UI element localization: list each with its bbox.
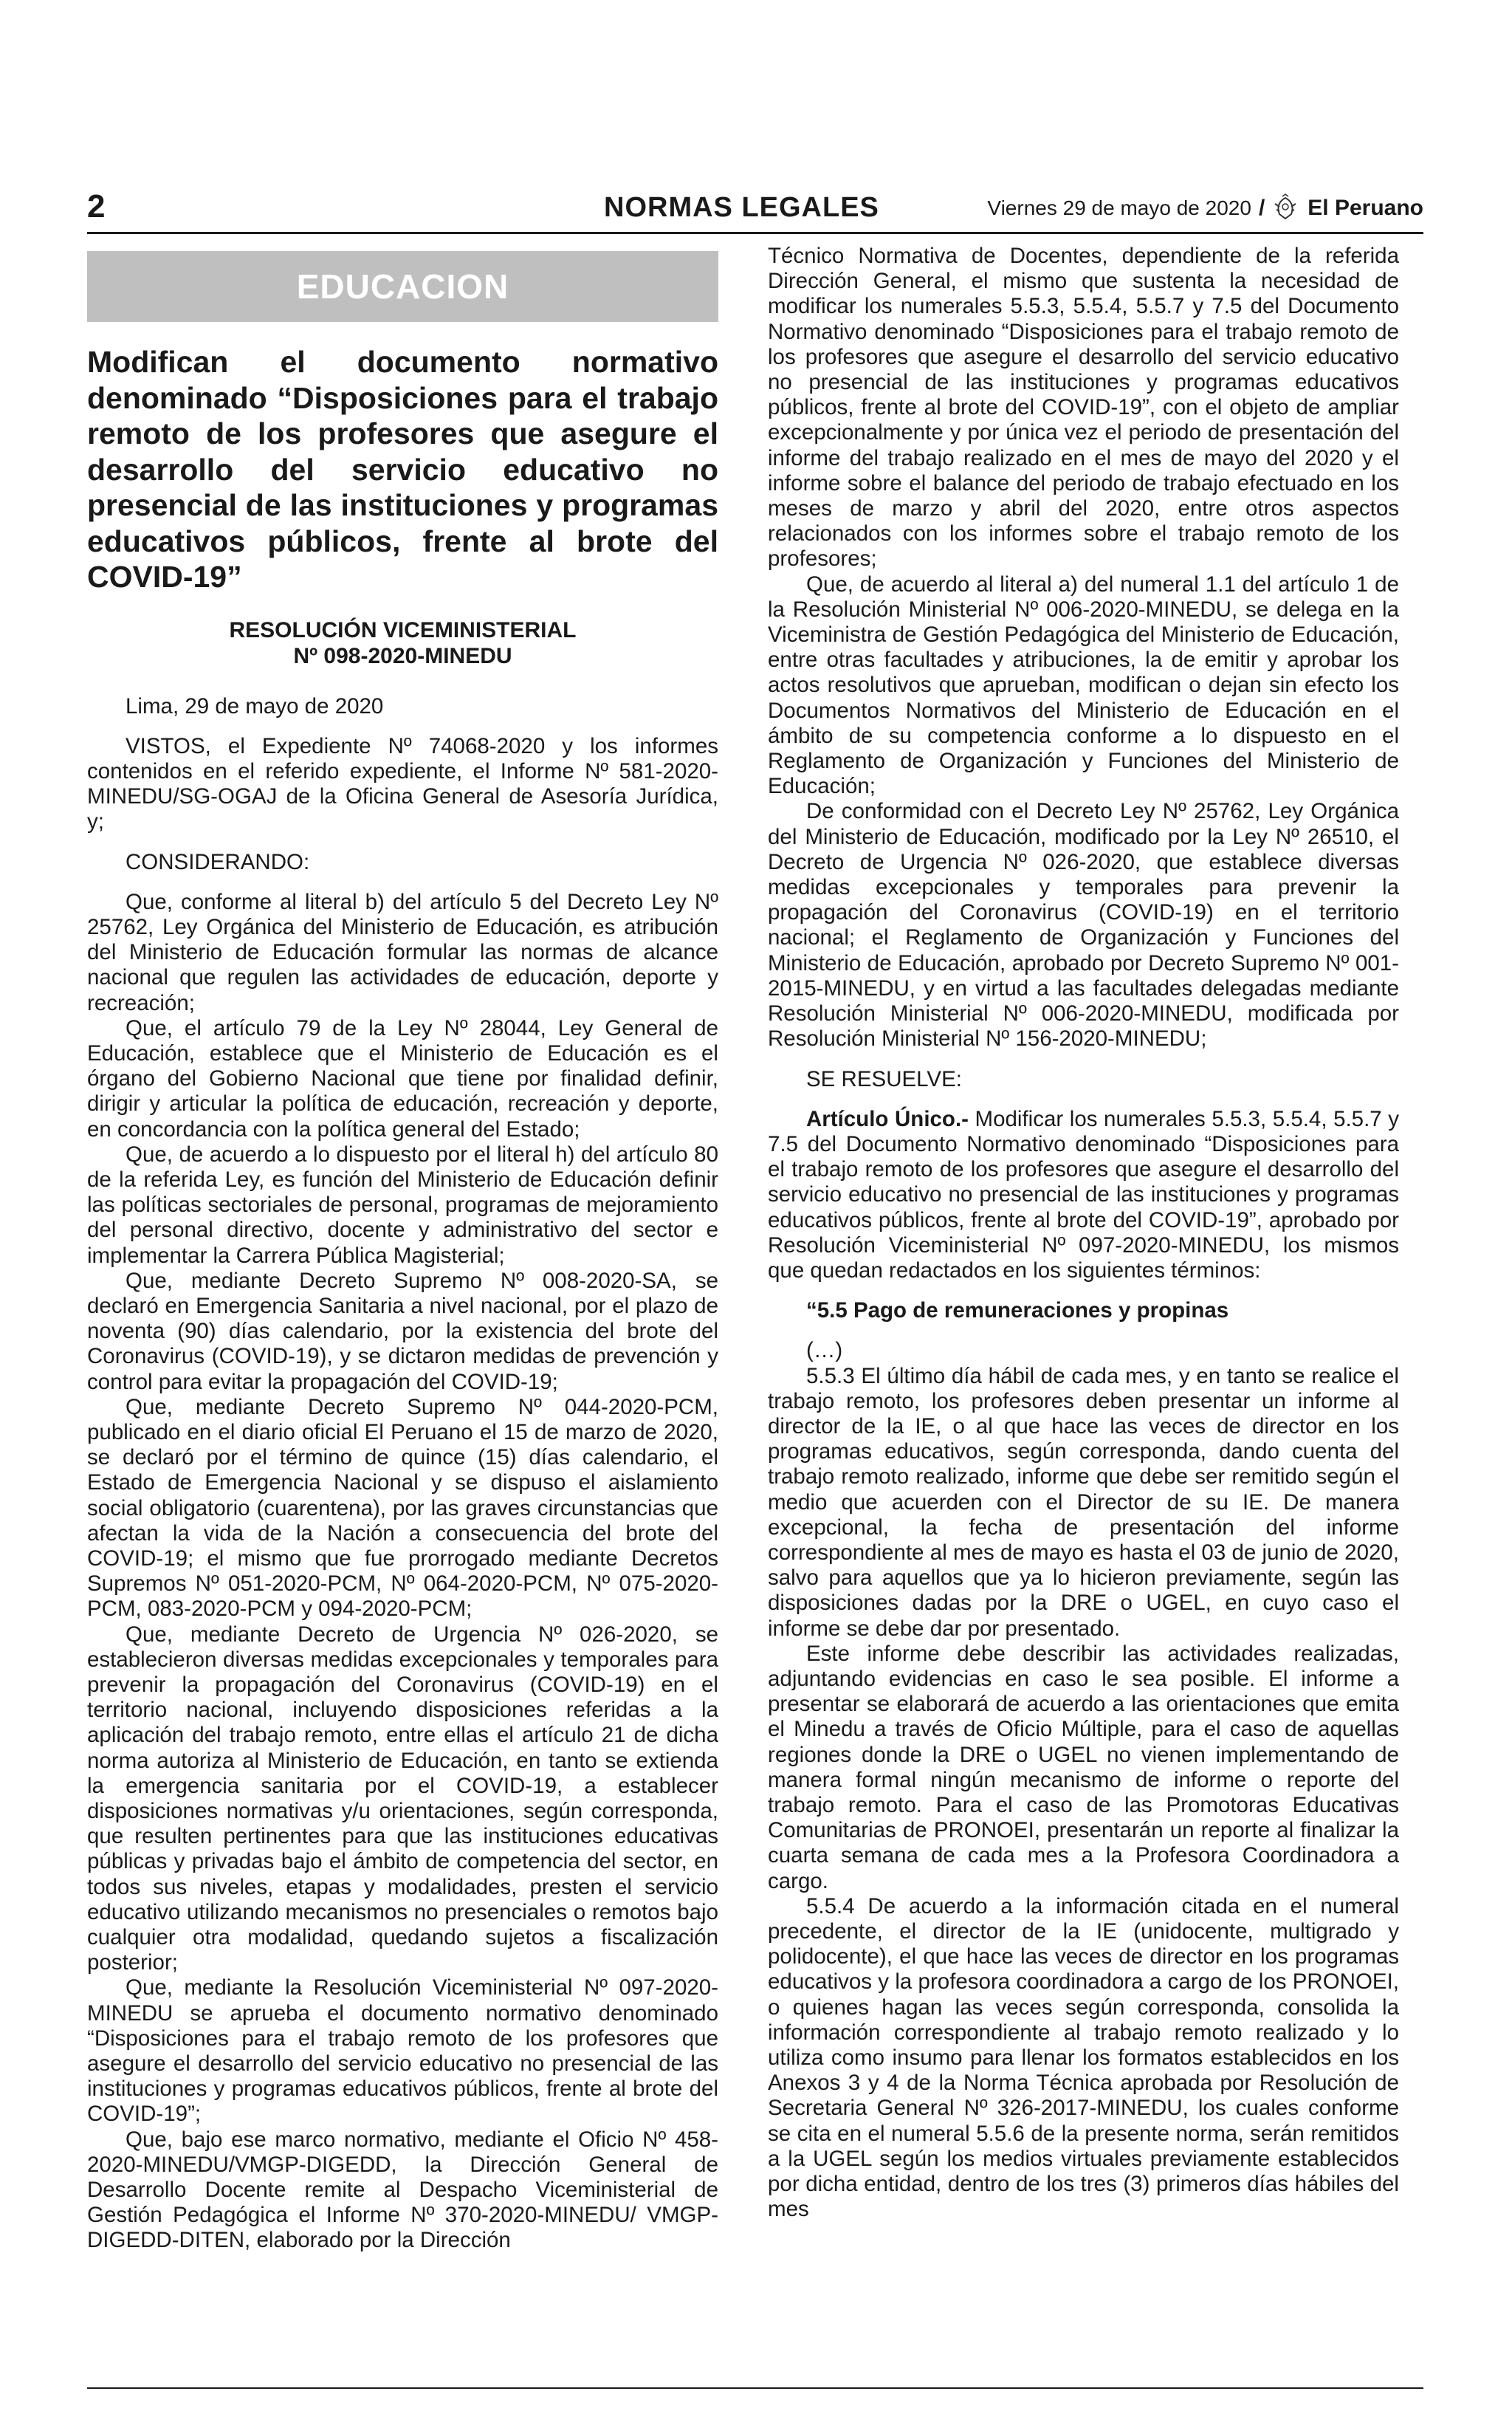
header-rule [87,232,1423,234]
issue-date: Viernes 29 de mayo de 2020 [987,196,1251,219]
footer-rule [87,2387,1423,2389]
se-resuelve-label: SE RESUELVE: [806,1066,962,1091]
coat-of-arms-icon [1271,193,1300,223]
body-paragraph: Que, mediante la Resolución Viceministerial Nº 097-2020-MINEDU se aprueba el documento normativo denominado “Disposiciones para el trabajo remoto de los profesores que asegure el desarrollo del servicio educativo no presencial de las instituciones y programas educativos públicos, frente al brote del COVID-19”; [87,1975,718,2127]
body-paragraph: Que, mediante Decreto Supremo Nº 044-2020-PCM, publicado en el diario oficial El Peruano el 15 de marzo de 2020, se declaró por el término de quince (15) días calendario, el Estado de Emergencia Nacional y se dispuso el aislamiento social obligatorio (cuarentena), por las graves circunstancias que afectan la vida de la Nación a consecuencia del brote del COVID-19; el mismo que fue prorrogado mediante Decretos Supremos Nº 051-2020-PCM, Nº 064-2020-PCM, Nº 075-2020-PCM, 083-2020-PCM y 094-2020-PCM; [87,1394,718,1622]
ellipsis: (…) [806,1338,843,1363]
masthead [987,192,1423,224]
considerando-label: CONSIDERANDO: [126,849,310,874]
section-banner-label: EDUCACION [296,267,509,306]
report-paragraph: Este informe debe describir las actividades realizadas, adjuntando evidencias en caso le sea posible. El informe a presentar se elaborará de acuerdo a las orientaciones que emita el Minedu a través de Oficio Múltiple, para el caso de aquellas regiones donde la DRE o UGEL no vienen implementando de manera formal ningún mecanismo de informe o reporte del trabajo remoto. Para el caso de las Promotoras Educativas Comunitarias de PRONOEI, presentarán un reporte al finalizar la cuarta semana de cada mes a la Profesora Coordinadora a cargo. [768,1641,1399,1893]
article-text: Modificar los numerales 5.5.3, 5.5.4, 5.5.7 y 7.5 del Documento Normativo denominado “Disposiciones para el trabajo remoto de los profesores que asegure el desarrollo del servicio educativo no presencial de las instituciones y programas educativos públicos, frente al brote del COVID-19”, aprobado por Resolución Viceministerial Nº 097-2020-MINEDU, los mismos que quedan redactados en los siguientes términos: [768,1106,1400,1283]
right-column [768,244,1399,2222]
body-paragraph: Que, de acuerdo a lo dispuesto por el literal h) del artículo 80 de la referida Ley, es función del Ministerio de Educación definir las políticas sectoriales de personal, programas de mejoramiento del personal directivo, docente y administrativo del sector e implementar la Carrera Pública Magisterial; [87,1142,718,1268]
left-column [87,251,718,2254]
body-paragraph: Que, mediante Decreto Supremo Nº 008-2020-SA, se declaró en Emergencia Sanitaria a nivel nacional, por el plazo de noventa (90) días calendario, por la existencia del brote del Coronavirus (COVID-19), y se dictaron medidas de prevención y control para evitar la propagación del COVID-19; [87,1268,718,1394]
numeral-554: 5.5.4 De acuerdo a la información citada en el numeral precedente, el director de la IE (unidocente, multigrado y polidocente), el que hace las veces de director en los programas educativos y la profesora coordinadora a cargo de los PRONOEI, o quienes hagan las veces según corresponda, consolida la información correspondiente al trabajo remoto realizado y lo utiliza como insumo para llenar los formatos establecidos en los Anexos 3 y 4 de la Norma Técnica aprobada por Resolución de Secretaria General Nº 326-2017-MINEDU, los cuales conforme se cita en el numeral 5.5.6 de la presente norma, serán remitidos a la UGEL según los medios virtuales previamente establecidos por dicha entidad, dentro de los tres (3) primeros días hábiles del mes [768,1893,1399,2222]
body-paragraph: Que, el artículo 79 de la Ley Nº 28044, Ley General de Educación, establece que el Ministerio de Educación es el órgano del Gobierno Nacional que tiene por finalidad definir, dirigir y articular la política de educación, recreación y deporte, en concordancia con la política general del Estado; [87,1015,718,1142]
place-date: Lima, 29 de mayo de 2020 [126,693,384,719]
resolution-title: RESOLUCIÓN VICEMINISTERIAL [229,617,577,642]
page-header [87,189,1423,233]
delegation-paragraph: Que, de acuerdo al literal a) del numeral 1.1 del artículo 1 de la Resolución Ministerial Nº 006-2020-MINEDU, se delega en la Viceministra de Gestión Pedagógica del Ministerio de Educación, entre otras facultades y atribuciones, la de emitir y aprobar los actos resolutivos que aprueban, modifican o dejan sin efecto los Documentos Normativos del Ministerio de Educación en el ámbito de su competencia conforme a lo dispuesto en el Reglamento de Organización y Funciones del Ministerio de Educación; [768,572,1399,799]
resolution-number: Nº 098-2020-MINEDU [293,643,512,668]
headline: Modifican el documento normativo denominado “Disposiciones para el trabajo remoto de los profesores que asegure el desarrollo del servicio educativo no presencial de las instituciones y programas educativos públicos, frente al brote del COVID-19” [87,345,718,594]
section-name: NORMAS LEGALES [604,192,879,223]
numeral-553: 5.5.3 El último día hábil de cada mes, y en tanto se realice el trabajo remoto, los profesores deben presentar un informe al director de la IE, o al que hace las veces de director en los programas educativos, según corresponda, dando cuenta del trabajo remoto realizado, informe que debe ser remitido según el medio que acuerden con el Director de su IE. De manera excepcional, la fecha de presentación del informe correspondiente al mes de mayo es hasta el 03 de junio de 2020, salvo para aquellos que ya lo hicieron previamente, según las disposiciones dadas por la DRE o UGEL, en cuyo caso el informe se debe dar por presentado. [768,1363,1399,1641]
vistos-paragraph: VISTOS, el Expediente Nº 74068-2020 y los informes contenidos en el referido expediente, el Informe Nº 581-2020-MINEDU/SG-OGAJ de la Oficina General de Asesoría Jurídica, y; [87,733,718,834]
continued-paragraph: Técnico Normativa de Docentes, dependiente de la referida Dirección General, el mismo que sustenta la necesidad de modificar los numerales 5.5.3, 5.5.4, 5.5.7 y 7.5 del Documento Normativo denominado “Disposiciones para el trabajo remoto de los profesores que asegure el desarrollo del servicio educativo no presencial de las instituciones y programas educativos públicos, frente al brote del COVID-19”, con el objeto de ampliar excepcionalmente y por única vez el periodo de presentación del informe del trabajo realizado en el mes de mayo del 2020 y el informe sobre el balance del periodo de trabajo efectuado en los meses de marzo y abril del 2020, entre otros aspectos relacionados con los informes sobre el trabajo remoto de los profesores; [768,244,1399,572]
body-paragraph: Que, conforme al literal b) del artículo 5 del Decreto Ley Nº 25762, Ley Orgánica del Ministerio de Educación, es atribución del Ministerio de Educación formular las normas de alcance nacional que regulen las actividades de educación, deporte y recreación; [87,889,718,1015]
body-paragraph: Que, bajo ese marco normativo, mediante el Oficio Nº 458-2020-MINEDU/VMGP-DIGEDD, la Dirección General de Desarrollo Docente remite al Despacho Viceministerial de Gestión Pedagógica el Informe Nº 370-2020-MINEDU/ VMGP-DIGEDD-DITEN, elaborado por la Dirección [87,2127,718,2253]
newspaper-name: El Peruano [1307,196,1423,220]
separator: / [1258,196,1265,220]
section-banner [87,251,718,322]
body-paragraph: Que, mediante Decreto de Urgencia Nº 026-2020, se establecieron diversas medidas excepcionales y temporales para prevenir la propagación del Coronavirus (COVID-19) en el territorio nacional, incluyendo disposiciones referidas a la aplicación del trabajo remoto, entre ellas el artículo 21 de dicha norma autoriza al Ministerio de Educación, en tanto se extienda la emergencia sanitaria por el COVID-19, a establecer disposiciones normativas y/u orientaciones, según corresponda, que resulten pertinentes para que las instituciones educativas públicas y privadas bajo el ámbito de competencia del sector, en todos sus niveles, etapas y modalidades, presten el servicio educativo utilizando mecanismos no presenciales o remotos bajo cualquier otra modalidad, quedando sujetos a fiscalización posterior; [87,1622,718,1975]
subheading: “5.5 Pago de remuneraciones y propinas [806,1298,1229,1323]
conformity-paragraph: De conformidad con el Decreto Ley Nº 25762, Ley Orgánica del Ministerio de Educación, modificado por la Ley Nº 26510, el Decreto de Urgencia Nº 026-2020, que establece diversas medidas excepcionales y temporales para prevenir la propagación del Coronavirus (COVID-19) en el territorio nacional; el Reglamento de Organización y Funciones del Ministerio de Educación, aprobado por Decreto Supremo Nº 001-2015-MINEDU, y en virtud a las facultades delegadas mediante Resolución Ministerial Nº 006-2020-MINEDU, modificada por Resolución Ministerial Nº 156-2020-MINEDU; [768,799,1399,1052]
article-label: Artículo Único.- [806,1106,969,1131]
page-number: 2 [87,188,106,224]
article-paragraph [768,1107,1399,1283]
